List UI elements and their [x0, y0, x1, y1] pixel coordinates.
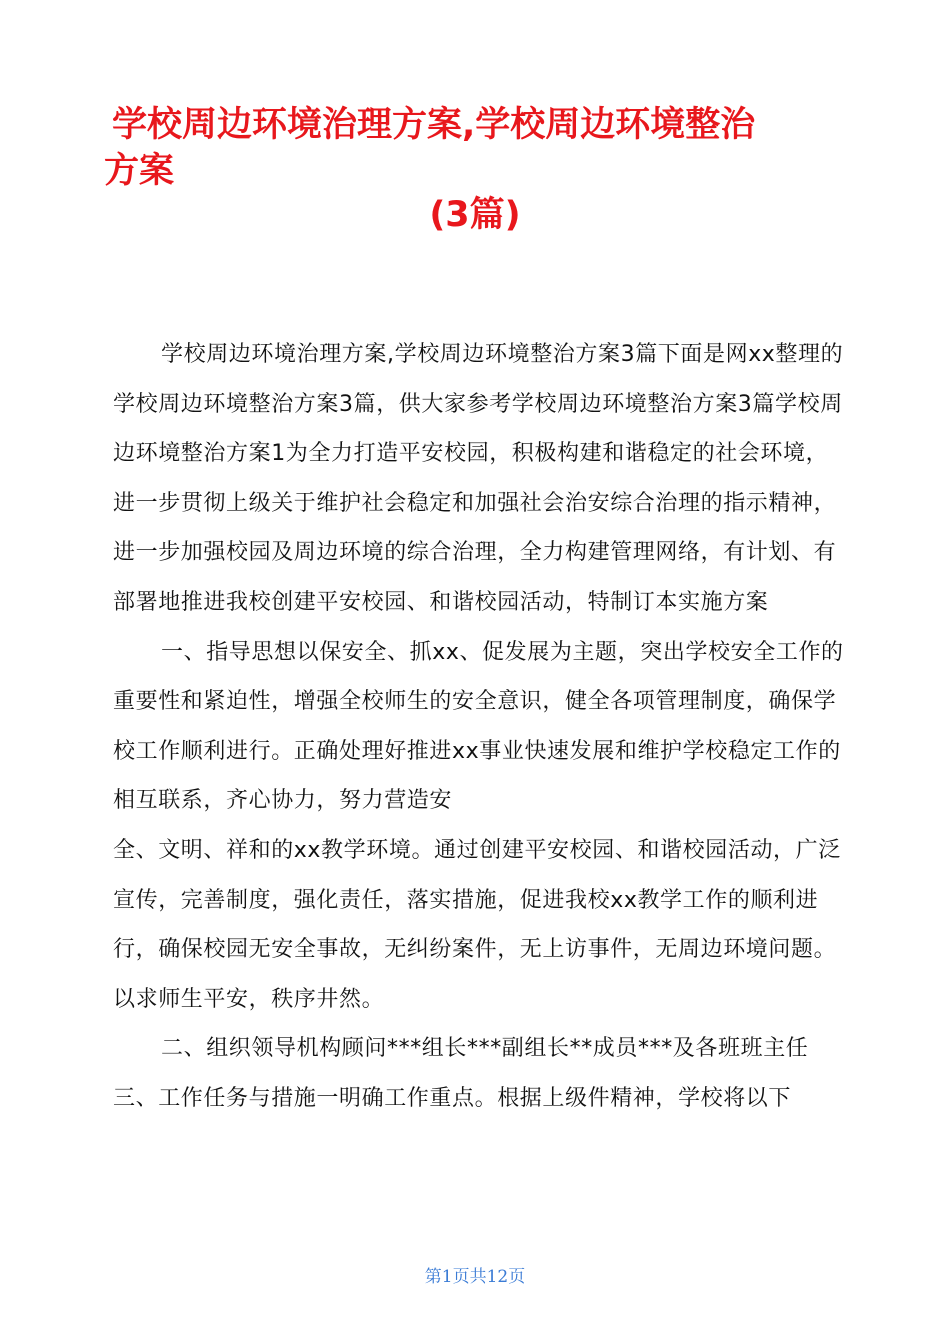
paragraph-guiding-ideology: 一、指导思想以保安全、抓xx、促发展为主题，突出学校安全工作的重要性和紧迫性，增强全校师生的安全意识，健全各项管理制度，确保学校工作顺利进行。正确处理好推进xx事业快速发展和维护学校稳定工作的相互联系，齐心协力，努力营造安	[113, 639, 844, 814]
paragraph-guiding-ideology-continued: 全、文明、祥和的xx教学环境。通过创建平安校园、和谐校园活动，广泛宣传，完善制度，强化责任，落实措施，促进我校xx教学工作的顺利进行，确保校园无安全事故，无纠纷案件，无上访事件，无周边环境问题。以求师生平安，秩序井然。	[113, 837, 841, 1012]
page-number-footer: 第1页共12页	[424, 1267, 526, 1287]
paragraph-tasks: 三、工作任务与措施一明确工作重点。根据上级件精神，学校将以下	[113, 1085, 792, 1111]
document-title	[104, 102, 872, 194]
title-line-2: 方案	[104, 151, 175, 191]
document-body	[113, 330, 848, 1124]
title-line-1: 学校周边环境治理方案,学校周边环境整治	[112, 105, 756, 145]
document-subtitle: (3篇)	[429, 195, 521, 235]
paragraph-organization: 二、组织领导机构顾问***组长***副组长**成员***及各班班主任	[161, 1036, 809, 1062]
paragraph-intro: 学校周边环境治理方案,学校周边环境整治方案3篇下面是网xx整理的学校周边环境整治方案3篇，供大家参考学校周边环境整治方案3篇学校周边环境整治方案1为全力打造平安校园，积极构建和谐稳定的社会环境，进一步贯彻上级关于维护社会稳定和加强社会治安综合治理的指示精神，进一步加强校园及周边环境的综合治理，全力构建管理网络，有计划、有部署地推进我校创建平安校园、和谐校园活动，特制订本实施方案	[113, 342, 844, 615]
